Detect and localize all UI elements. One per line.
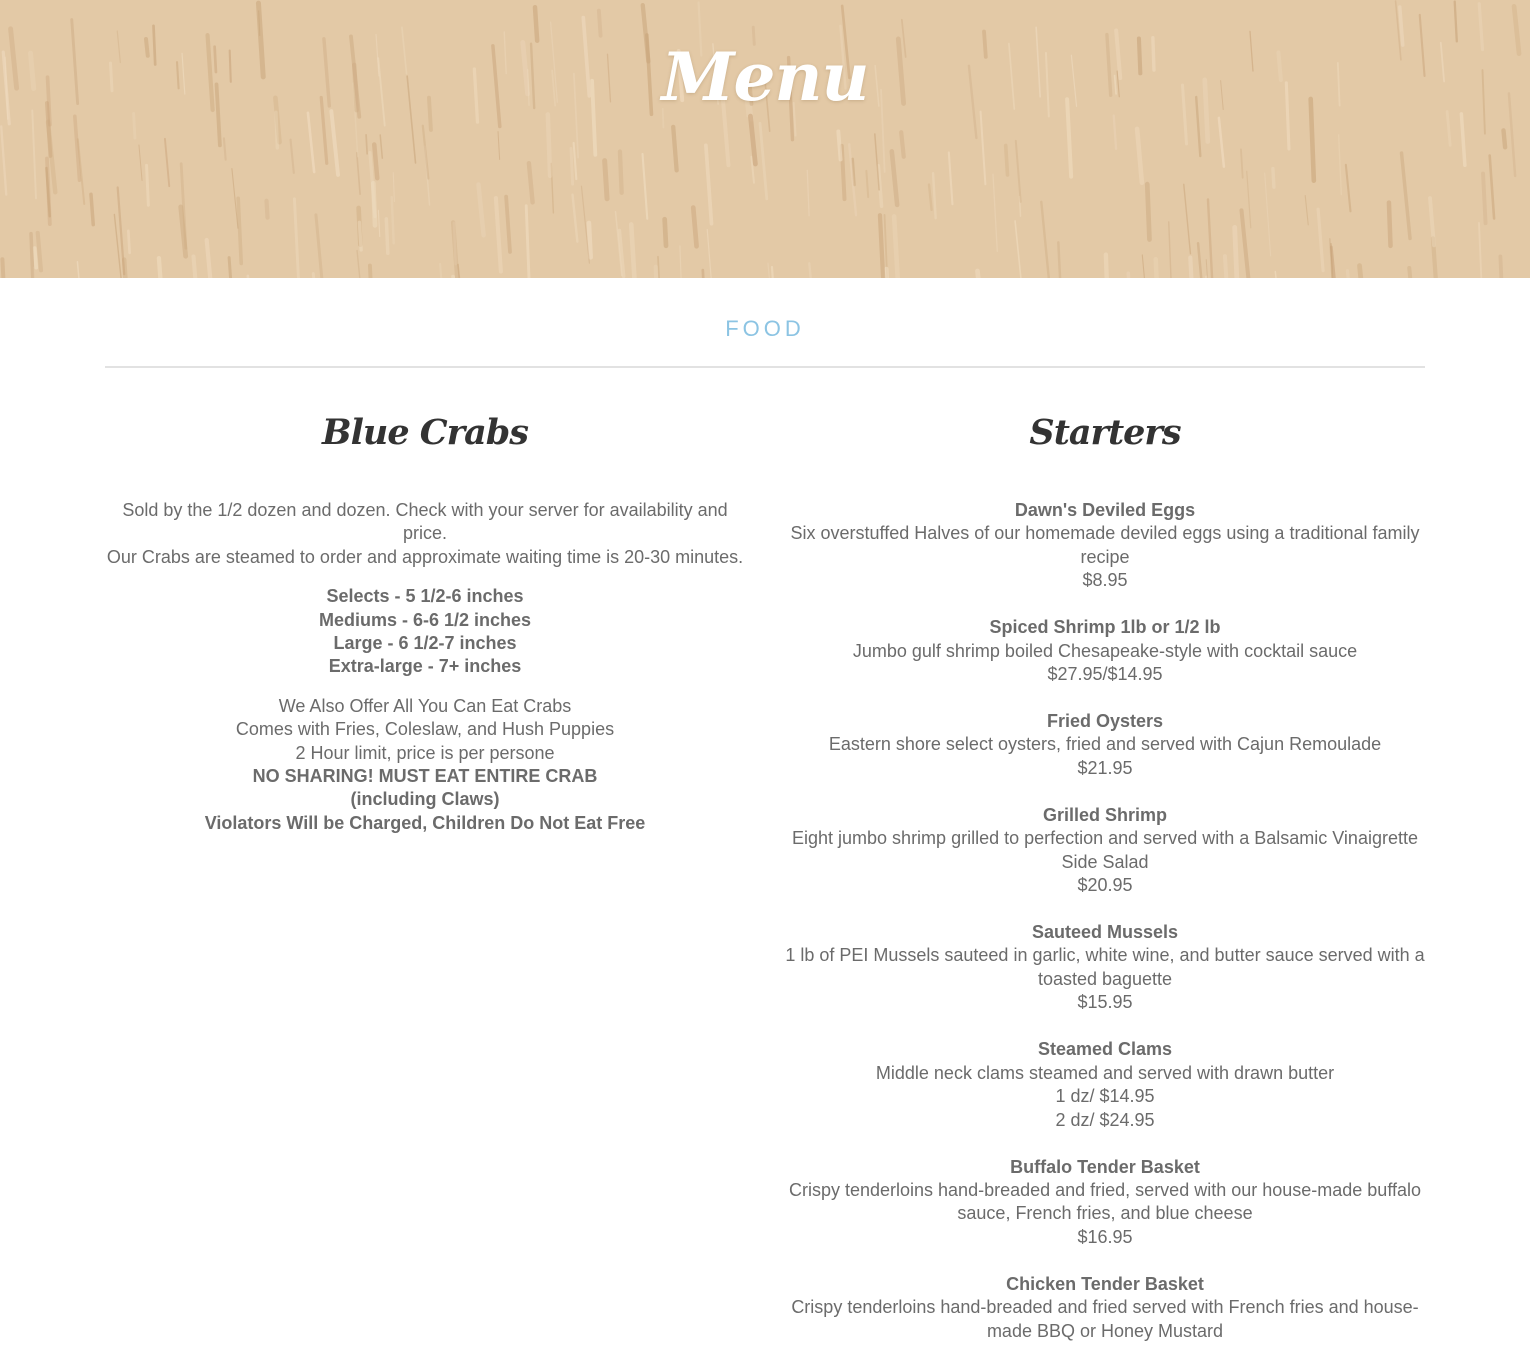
starters-column [785, 408, 1425, 1367]
ayce-line: 2 Hour limit, price is per persone [295, 742, 555, 763]
menu-item-name: Grilled Shrimp [1042, 804, 1168, 825]
menu-item-description: Six overstuffed Halves of our homemade deviled eggs using a traditional family recipe [790, 523, 1420, 567]
page-title: Menu [661, 38, 869, 116]
menu-item-name: Steamed Clams [1037, 1039, 1173, 1060]
menu-item [785, 616, 1425, 686]
menu-item-description: 1 lb of PEI Mussels sauteed in garlic, white wine, and butter sauce served with a toasted baguette [785, 945, 1425, 989]
ayce-line: Comes with Fries, Coleslaw, and Hush Puppies [235, 719, 615, 740]
menu-item [785, 1038, 1425, 1132]
crab-size-item: Extra-large - 7+ inches [328, 656, 522, 677]
menu-item-description: Crispy tenderloins hand-breaded and fried, served with our house-made buffalo sauce, French fries, and blue cheese [788, 1179, 1422, 1224]
menu-item-price: $27.95/$14.95 [1047, 664, 1163, 685]
menu-item-description: Crispy tenderloins hand-breaded and fried served with French fries and house-made BBQ or Honey Mustard [791, 1297, 1419, 1341]
ayce-line: We Also Offer All You Can Eat Crabs [278, 695, 572, 716]
blue-crabs-intro [105, 499, 745, 569]
menu-item-description: Jumbo gulf shrimp boiled Chesapeake-style with cocktail sauce [852, 640, 1358, 661]
blue-crabs-heading: Blue Crabs [322, 412, 528, 453]
starters-heading: Starters [1029, 412, 1181, 453]
menu-item [785, 921, 1425, 1015]
starters-list [785, 499, 1425, 1343]
crab-sizes-list [105, 585, 745, 679]
crab-size-item: Large - 6 1/2-7 inches [333, 633, 517, 654]
menu-item-name: Sauteed Mussels [1031, 922, 1179, 943]
menu-item [785, 710, 1425, 780]
menu-item [785, 499, 1425, 593]
menu-item-description: Eastern shore select oysters, fried and served with Cajun Remoulade [828, 734, 1382, 755]
menu-item-name: Dawn's Deviled Eggs [1014, 500, 1196, 520]
menu-item-name: Spiced Shrimp 1lb or 1/2 lb [989, 617, 1221, 638]
menu-item-price: 2 dz/ $24.95 [1055, 1109, 1155, 1130]
menu-item-price: 1 dz/ $14.95 [1055, 1086, 1155, 1107]
tab-food[interactable]: FOOD [725, 316, 805, 341]
intro-line: Sold by the 1/2 dozen and dozen. Check with your server for availability and price. [122, 500, 728, 544]
menu-item-price: $8.95 [1082, 570, 1128, 591]
ayce-rule: (including Claws) [350, 789, 500, 810]
section-divider [105, 366, 1425, 368]
menu-item-name: Fried Oysters [1046, 711, 1164, 732]
hero-banner [0, 0, 1530, 278]
menu-item [785, 804, 1425, 898]
menu-item-price: $15.95 [1077, 992, 1133, 1013]
intro-line: Our Crabs are steamed to order and approximate waiting time is 20-30 minutes. [106, 546, 744, 567]
menu-item-price: $20.95 [1077, 875, 1133, 896]
menu-item [785, 1273, 1425, 1343]
menu-item [785, 1156, 1425, 1250]
menu-item-description: Middle neck clams steamed and served with drawn butter [875, 1062, 1335, 1083]
blue-crabs-column [105, 408, 745, 835]
menu-item-name: Chicken Tender Basket [1006, 1273, 1204, 1294]
ayce-rule: NO SHARING! MUST EAT ENTIRE CRAB [252, 766, 598, 787]
menu-item-price: $16.95 [1077, 1226, 1133, 1247]
all-you-can-eat-info [105, 695, 745, 835]
menu-item-price: $21.95 [1077, 757, 1133, 778]
ayce-rule: Violators Will be Charged, Children Do Not Eat Free [204, 812, 646, 833]
crab-size-item: Selects - 5 1/2-6 inches [326, 586, 524, 607]
crab-size-item: Mediums - 6-6 1/2 inches [318, 609, 532, 630]
menu-item-description: Eight jumbo shrimp grilled to perfection and served with a Balsamic Vinaigrette Side Salad [792, 828, 1418, 872]
menu-item-name: Buffalo Tender Basket [1010, 1156, 1200, 1177]
